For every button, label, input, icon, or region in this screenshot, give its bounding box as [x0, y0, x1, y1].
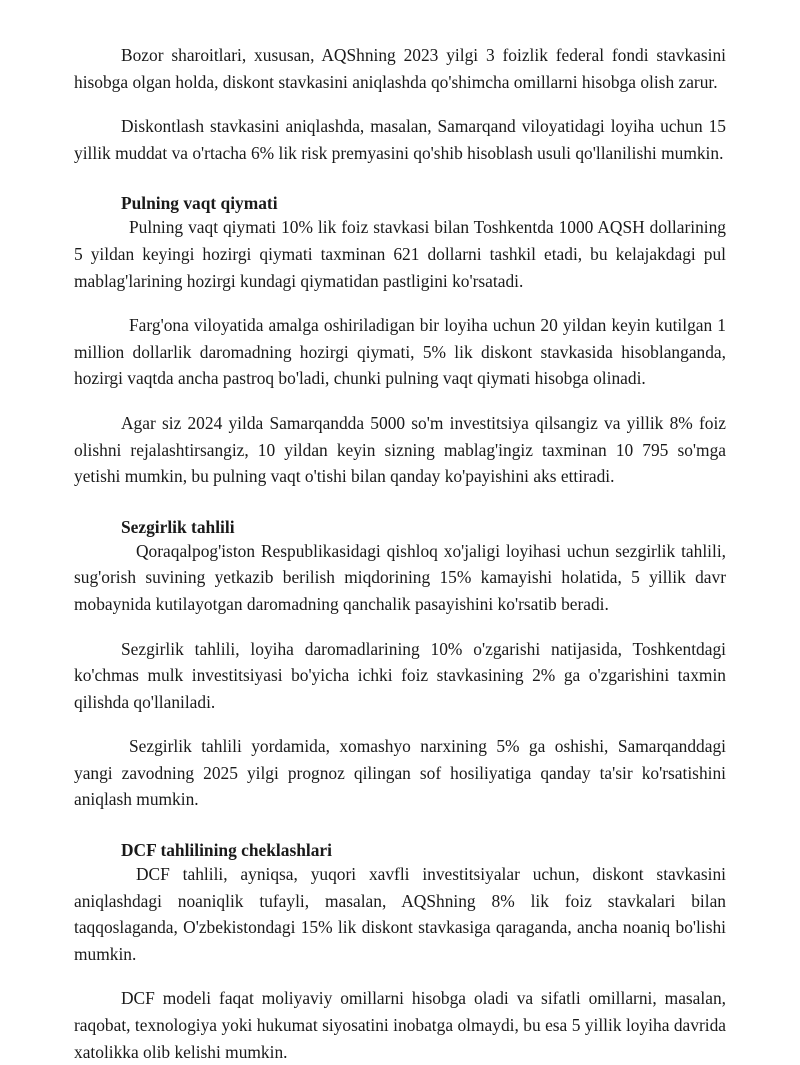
- heading-dcf-limitations: DCF tahlilining cheklashlari: [121, 840, 332, 861]
- paragraph-discount-rate-method: Diskontlash stavkasini aniqlashda, masalan, Samarqand viloyatidagi loyiha uchun 15 yillik muddat va o'rtacha 6% lik risk premyasini qo'shib hisoblash usuli qo'llanilishi mumkin.: [74, 116, 726, 163]
- paragraph-tashkent-real-estate: Sezgirlik tahlili, loyiha daromadlarining 10% o'zgarishi natijasida, Toshkentdagi ko'chmas mulk investitsiyasi bo'yicha ichki foiz stavkasining 2% ga o'zgarishini taxmin qilishda qo'llaniladi.: [74, 638, 726, 712]
- paragraph-market-conditions: Bozor sharoitlari, xususan, AQShning 2023 yilgi 3 foizlik federal fondi stavkasini hisobga olgan holda, diskont stavkasini aniqlashda qo'shimcha omillarni hisobga olish zarur.: [74, 45, 726, 92]
- paragraph-fergana-project: Farg'ona viloyatida amalga oshiriladigan bir loyiha uchun 20 yildan keyin kutilgan 1 million dollarlik daromadning hozirgi qiymati, 5% lik diskont stavkasida hisoblanganda, hozirgi vaqtda ancha pastroq bo'ladi, chunki pulning vaqt qiymati hisobga olinadi.: [74, 315, 726, 389]
- paragraph-samarkand-factory: Sezgirlik tahlili yordamida, xomashyo narxining 5% ga oshishi, Samarqanddagi yangi zavodning 2025 yilgi prognoz qilingan sof hosiliyatiga qanday ta'sir ko'rsatishini aniqlash mumkin.: [74, 736, 726, 810]
- paragraph-samarkand-investment: Agar siz 2024 yilda Samarqandda 5000 so'm investitsiya qilsangiz va yillik 8% foiz olishni rejalashtirsangiz, 10 yildan keyin sizning mablag'ingiz taxminan 10 795 so'mga yetishi mumkin, bu pulning vaqt o'tishi bilan qanday ko'payishini aks ettiradi.: [74, 412, 726, 487]
- paragraph-dcf-uncertainty: DCF tahlili, ayniqsa, yuqori xavfli investitsiyalar uchun, diskont stavkasini aniqlashdagi noaniqlik tufayli, masalan, AQShning 8% lik foiz stavkalari bilan taqqoslaganda, O'zbekistondagi 15% lik diskont stavkasiga qaraganda, ancha noaniq bo'lishi mumkin.: [74, 864, 726, 964]
- paragraph-dcf-model-factors: DCF modeli faqat moliyaviy omillarni hisobga oladi va sifatli omillarni, masalan, raqobat, texnologiya yoki hukumat siyosatini inobatga olmaydi, bu esa 5 yillik loyiha davrida xatolikka olib kelishi mumkin.: [74, 988, 726, 1062]
- heading-time-value-of-money: Pulning vaqt qiymati: [121, 193, 278, 214]
- heading-sensitivity-analysis: Sezgirlik tahlili: [121, 516, 235, 537]
- paragraph-tashkent-present-value: Pulning vaqt qiymati 10% lik foiz stavkasi bilan Toshkentda 1000 AQSH dollarining 5 yildan keyingi hozirgi qiymati taxminan 621 dollarni tashkil etadi, bu kelajakdagi pul mablag'larining hozirgi kundagi qiymatidan pastligini ko'rsatadi.: [74, 217, 726, 291]
- paragraph-karakalpakstan-agriculture: Qoraqalpog'iston Respublikasidagi qishloq xo'jaligi loyihasi uchun sezgirlik tahlili, sug'orish suvining yetkazib berilish miqdorining 15% kamayishi holatida, 5 yillik davr mobaynida kutilayotgan daromadning qanchalik pasayishini ko'rsatib beradi.: [74, 540, 726, 614]
